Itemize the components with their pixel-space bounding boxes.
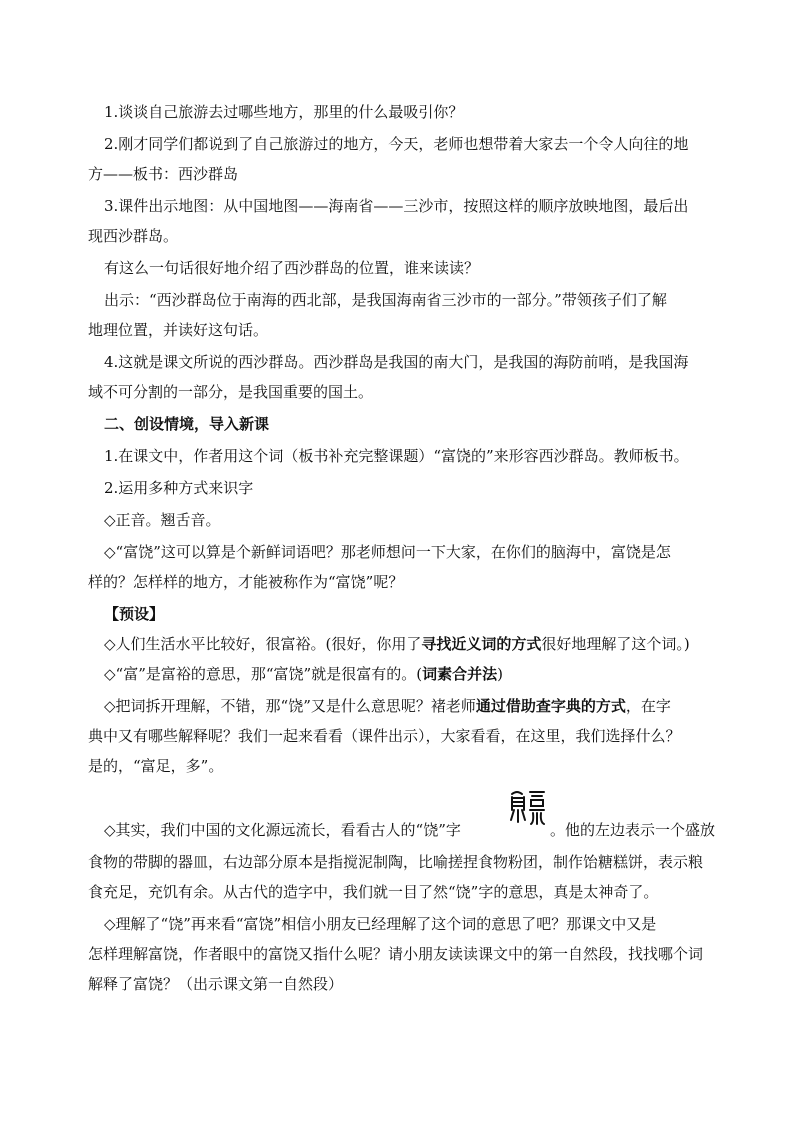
paragraph-6-line-2: 域不可分割的一部分，是我国重要的国土。: [88, 383, 374, 401]
step-pronunciation: ◇正音。翘舌音。: [104, 511, 221, 529]
preset-item-1: [104, 634, 690, 654]
section-heading: 二、创设情境，导入新课: [104, 415, 270, 433]
paragraph-6-line-1: 4.这就是课文所说的西沙群岛。西沙群岛是我国的南大门，是我国的海防前哨，是我国海: [104, 353, 689, 371]
paragraph-1: 1.谈谈自己旅游去过哪些地方，那里的什么最吸引你？: [104, 103, 464, 121]
preset-item-3-line-2: 典中又有哪些解释呢？我们一起来看看（课件出示），大家看看，在这里，我们选择什么？: [88, 727, 681, 745]
paragraph-4: 有这么一句话很好地介绍了西沙群岛的位置，谁来读读？: [104, 259, 480, 277]
question-line-2: 样的？怎样样的地方，才能被称作为“富饶”呢？: [88, 573, 404, 591]
preset-item-3-text: ◇把词拆开理解，不错，那“饶”又是什么意思呢？褚老师: [104, 697, 476, 715]
ancient-char-line-1a: ◇其实，我们中国的文化源远流长，看看古人的“饶”字: [104, 821, 461, 839]
question-line-1: ◇“富饶”这可以算是个新鲜词语吧？那老师想问一下大家，在你们的脑海中，富饶是怎: [104, 543, 671, 561]
preset-item-2-bold: 词素合并法: [422, 665, 498, 683]
preset-item-2-text: ◇“富”是富裕的意思，那“富饶”就是很富有的。(: [104, 665, 423, 683]
closing-line-1: ◇理解了“饶”再来看“富饶”相信小朋友已经理解了这个词的意思了吧？那课文中又是: [104, 915, 657, 933]
step-1: 1.在课文中，作者用这个词（板书补充完整课题）“富饶的”来形容西沙群岛。教师板书。: [104, 447, 689, 465]
paragraph-5-line-1: 出示：“西沙群岛位于南海的西北部，是我国海南省三沙市的一部分。”带领孩子们了解: [104, 291, 667, 309]
paragraph-3-line-1: 3.课件出示地图：从中国地图——海南省——三沙市，按照这样的顺序放映地图，最后出: [104, 197, 689, 215]
preset-item-3-line-3: 是的，“富足，多”。: [88, 757, 224, 775]
paragraph-2-line-1: 2.刚才同学们都说到了自己旅游过的地方，今天，老师也想带着大家去一个令人向往的地: [104, 135, 689, 153]
preset-item-2: [104, 664, 503, 684]
preset-item-1-text: ◇人们生活水平比较好，很富裕。(很好，你用了: [104, 635, 422, 653]
preset-item-1-tail: 很好地理解了这个词。): [541, 635, 690, 653]
ancient-char-line-3: 食充足，充饥有余。从古代的造字中，我们就一目了然“饶”字的意思，真是太神奇了。: [88, 883, 659, 901]
preset-item-2-tail: ): [497, 665, 503, 683]
paragraph-2-line-2: 方——板书：西沙群岛: [88, 165, 239, 183]
ancient-char-line-2: 食物的带脚的器皿，右边部分原本是指搅泥制陶，比喻搓捏食物粉团，制作饴糖糕饼，表示粮: [88, 853, 704, 871]
preset-label: 【预设】: [104, 605, 165, 623]
preset-item-3-line-1: [104, 696, 671, 716]
step-2: 2.运用多种方式来识字: [104, 479, 254, 497]
ancient-char-line-1b: 。他的左边表示一个盛放: [550, 821, 716, 839]
preset-item-3-bold: 通过借助查字典的方式: [475, 697, 626, 715]
closing-line-2: 怎样理解富饶，作者眼中的富饶又指什么呢？请小朋友读读课文中的第一自然段，找找哪个词: [88, 945, 704, 963]
paragraph-3-line-2: 现西沙群岛。: [88, 227, 179, 245]
ancient-rao-character-icon: [508, 788, 548, 828]
preset-item-1-bold: 寻找近义词的方式: [421, 635, 542, 653]
preset-item-3-tail: ，在字: [625, 697, 671, 715]
paragraph-5-line-2: 地理位置，并读好这句话。: [88, 321, 269, 339]
closing-line-3: 解释了富饶？（出示课文第一自然段）: [88, 975, 344, 993]
